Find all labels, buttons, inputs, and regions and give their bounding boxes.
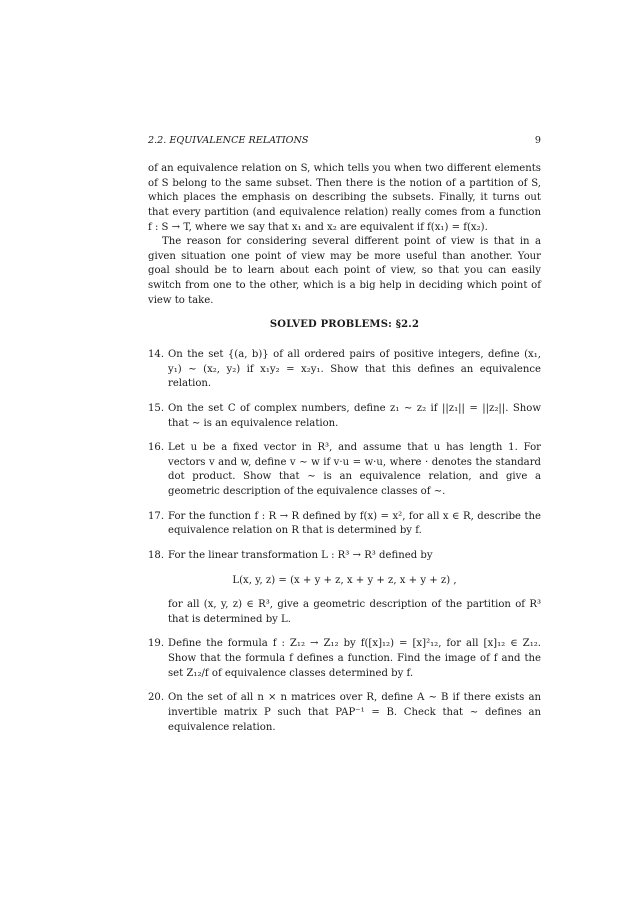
problem-text: On the set {(a, b)} of all ordered pairs of positive integers, define (x₁, y₁) ∼ (x₂, y₂) if x₁y₂ = x₂y₁. Show that this defines an equivalence relation. (168, 349, 541, 390)
section-title: 2.2. EQUIVALENCE RELATIONS (148, 135, 309, 146)
problem-18 (148, 549, 541, 628)
problem-text: On the set of all n × n matrices over R, define A ∼ B if there exists an invertible matrix P such that PAP⁻¹ = B. Check that ∼ defines an equivalence relation. (168, 692, 541, 733)
problem-text: Define the formula f : Z₁₂ → Z₁₂ by f([x]₁₂) = [x]²₁₂, for all [x]₁₂ ∈ Z₁₂. Show that the formula f defines a function. Find the image of f and the set Z₁₂/f of equivalence classes determined by f. (168, 638, 541, 679)
problem-15 (148, 402, 541, 431)
problem-text-continued: for all (x, y, z) ∈ R³, give a geometric description of the partition of R³ that is determined by L. (168, 599, 541, 625)
intro-text (148, 162, 541, 308)
problem-text: For the function f : R → R defined by f(x) = x², for all x ∈ R, describe the equivalence relation on R that is determined by f. (168, 510, 541, 537)
problem-text: On the set C of complex numbers, define z₁ ∼ z₂ if ||z₁|| = ||z₂||. Show that ∼ is an equivalence relation. (168, 402, 541, 429)
problem-number: 15. (148, 402, 165, 414)
problem-number: 17. (148, 510, 165, 522)
problem-14 (148, 348, 541, 392)
problem-17 (148, 510, 541, 539)
problem-number: 19. (148, 638, 165, 650)
running-head (148, 134, 541, 148)
page-number: 9 (534, 135, 541, 146)
problem-list (148, 348, 541, 745)
problem-number: 18. (148, 549, 165, 561)
problem-16 (148, 441, 541, 500)
paragraph-2: The reason for considering several different point of view is that in a given situation one point of view may be more useful than another. Your goal should be to learn about each point of view, so that you can easily switch from one to the other, which is a big help in deciding which point of view to take. (148, 236, 541, 306)
problem-text: Let u be a fixed vector in R³, and assume that u has length 1. For vectors v and w, define v ∼ w if v·u = w·u, where · denotes the standard dot product. Show that ∼ is an equivalence relation, and give a geometric description of the equivalence classes of ∼. (168, 442, 541, 497)
paragraph-1: of an equivalence relation on S, which tells you when two different elements of S belong to the same subset. Then there is the notion of a partition of S, which places the emphasis on describing the subsets. Finally, it turns out that every partition (and equivalence relation) really comes from a function f : S → T, where we say that x₁ and x₂ are equivalent if f(x₁) = f(x₂). (148, 163, 541, 233)
problem-number: 14. (148, 349, 165, 360)
display-equation: L(x, y, z) = (x + y + z, x + y + z, x + y + z) , (232, 574, 457, 586)
section-heading: SOLVED PROBLEMS: §2.2 (269, 319, 420, 330)
problem-number: 20. (148, 692, 165, 704)
problem-text: For the linear transformation L : R³ → R³ defined by (168, 549, 433, 561)
problem-number: 16. (148, 442, 165, 454)
problem-19 (148, 637, 541, 681)
problem-20 (148, 691, 541, 735)
